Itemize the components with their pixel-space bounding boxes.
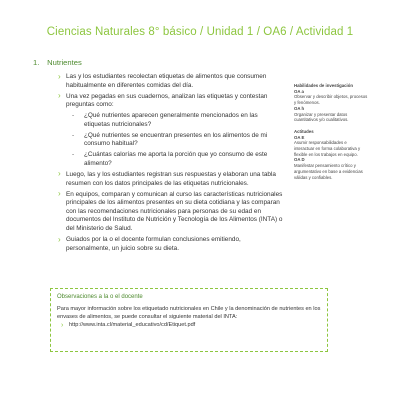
skills-heading: Habilidades de investigación [294,83,353,88]
activity-content [58,73,284,256]
question-item: - ¿Qué nutrientes se encuentran presentes en los alimentos de mi consumo habitual? [66,132,284,149]
question-list [66,112,284,168]
attitude-text: Manifestar pensamiento crítico y argumentativo en base a evidencias válidas y confiables. [294,163,363,180]
question-item: - ¿Cuántas calorías me aporta la porción que yo consumo de este alimento? [66,151,284,168]
skills-block [294,83,368,123]
teacher-notes-text: Para mayor información sobre los etiquetado nutricionales en Chile y la denominación de nutrientes en los envases de alimentos, se puede consultar el siguiente material del INTA: [57,306,321,320]
bullet-conclusions: › Guiados por la o el docente formulan conclusiones emitiendo, personalmente, un juicio sobre su dieta. [58,236,284,253]
attitude-text: Asumir responsabilidades e interactuar en forma colaborativa y flexible en los trabajos en equipo. [294,140,361,157]
bullet-analyze-labels [58,93,284,169]
teacher-notes-heading: Observaciones a la o el docente [57,294,143,300]
teacher-notes-box [50,288,328,352]
skill-code: OA a [294,88,304,94]
attitudes-block [294,129,368,180]
bullet-summary-table: › Luego, las y los estudiantes registran sus respuestas y elaboran una tabla resumen con los datos principales de las etiquetas nutricionales. [58,171,284,188]
inta-link[interactable]: › http://www.inta.cl/material_educativo/cd/Etiquet.pdf [57,322,321,330]
bullet-analyze-text: Una vez pegadas en sus cuadernos, analizan las etiquetas y contestan preguntas como: [66,92,268,109]
attitude-code: OA E [294,134,305,140]
skills-sidebar [294,83,368,186]
section-number: 1. [33,58,40,67]
attitude-code: OA D [294,157,305,163]
teacher-notes-body [57,306,321,330]
bullet-collect-labels: › Las y los estudiantes recolectan etiquetas de alimentos que consumen habitualmente en diferentes comidas del día. [58,73,284,90]
skill-text: Organizar y presentar datos cuantitativos y/o cualitativos. [294,111,349,123]
bullet-team-compare: › En equipos, comparan y comunican al curso las características nutricionales principales de los alimentos presentes en su dieta cotidiana y las comparan con las recomendaciones nutricionales para personas de su edad en documentos del Instituto de Nutrición y Tecnología de los Alimentos (INTA) o del Ministerio de Salud. [58,191,284,234]
skill-text: Observar y describir objetos, procesos y fenómenos. [294,94,368,106]
section-label: Nutrientes [47,58,82,67]
attitudes-heading: Actitudes [294,128,314,134]
skill-code: OA h [294,105,305,111]
page-title: Ciencias Naturales 8° básico / Unidad 1 / OA6 / Actividad 1 [46,26,354,38]
question-item: - ¿Qué nutrientes aparecen generalmente mencionados en las etiquetas nutricionales? [66,112,284,129]
section-heading [33,58,82,67]
